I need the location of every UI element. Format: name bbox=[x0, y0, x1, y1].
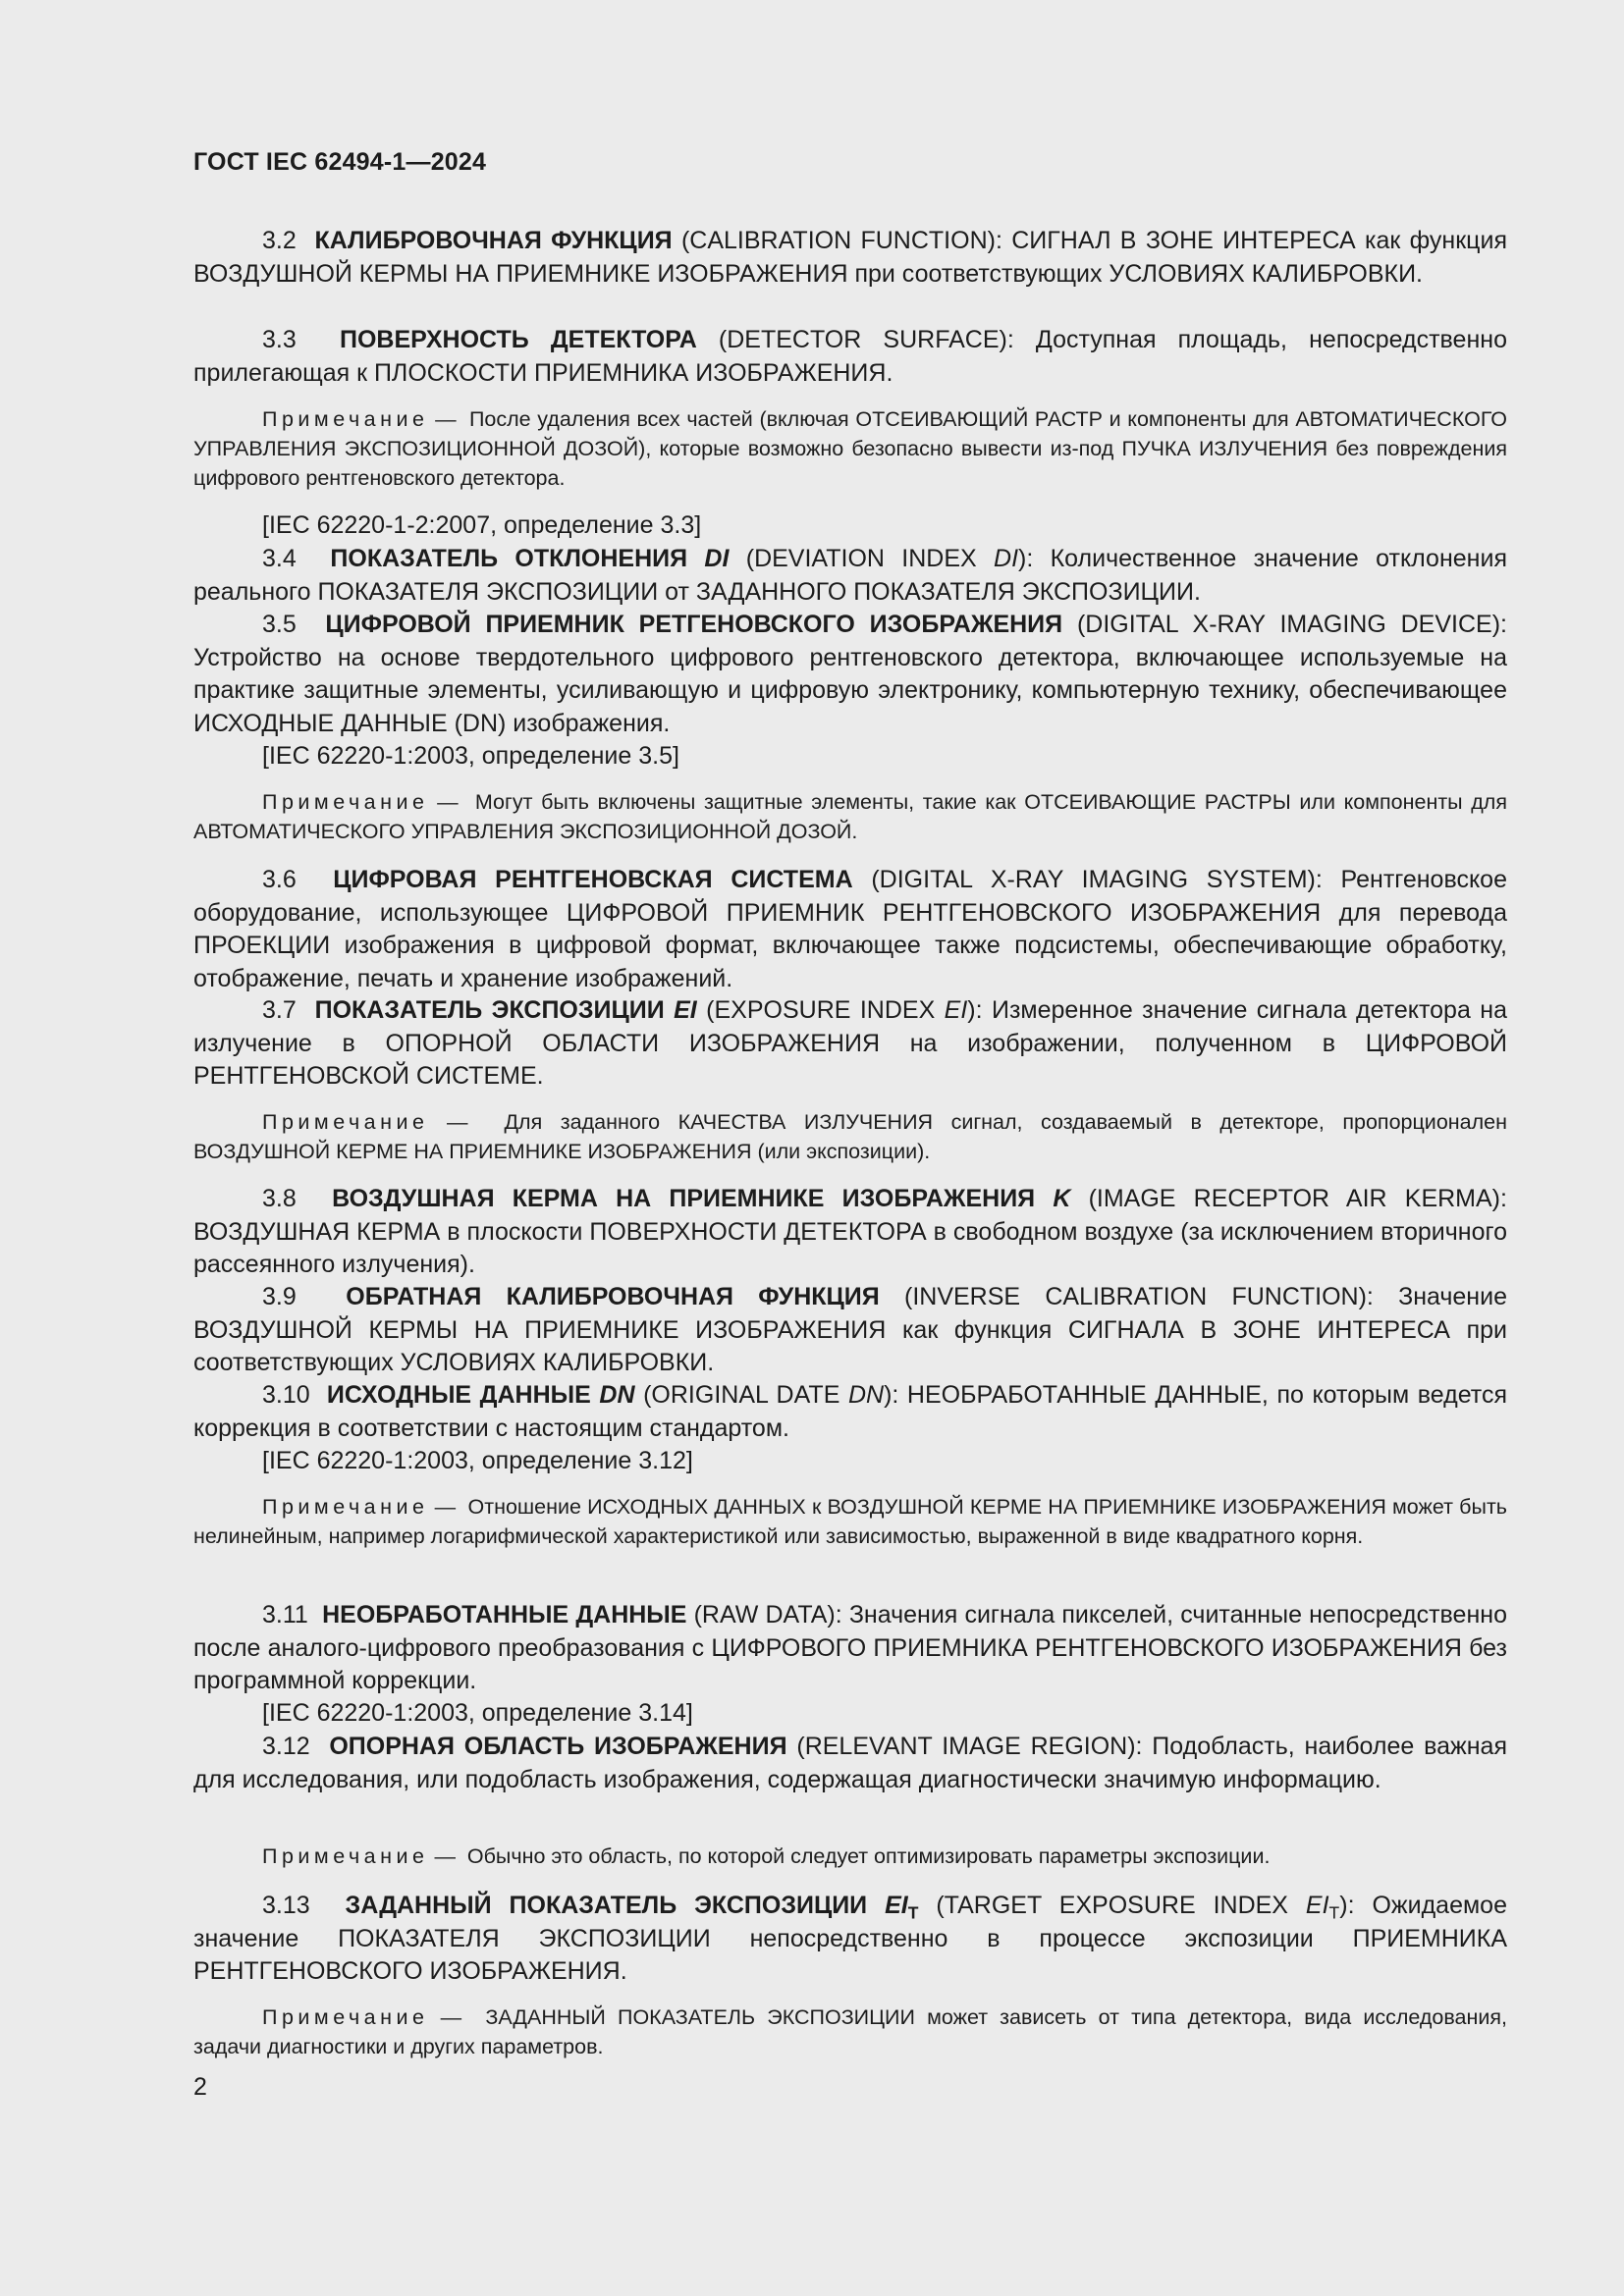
note-label: Примечание bbox=[262, 1495, 429, 1519]
definition-3-3: 3.3 ПОВЕРХНОСТЬ ДЕТЕКТОРА (DETECTOR SURFACE): Доступная площадь, непосредственно прилегающая к ПЛОСКОСТИ ПРИЕМНИКА ИЗОБРАЖЕНИЯ. bbox=[193, 326, 1507, 387]
term: ПОКАЗАТЕЛЬ ЭКСПОЗИЦИИ bbox=[314, 996, 665, 1024]
note-label: Примечание bbox=[262, 1844, 429, 1868]
reference-3-3: [IEC 62220-1-2:2007, определение 3.3] bbox=[262, 511, 702, 539]
term: ВОЗДУШНАЯ КЕРМА НА ПРИЕМНИКЕ ИЗОБРАЖЕНИЯ bbox=[332, 1185, 1036, 1212]
note-3-3: Примечание — После удаления всех частей (включая ОТСЕИВАЮЩИЙ РАСТР и компоненты для АВТОМАТИЧЕСКОГО УПРАВЛЕНИЯ ЭКСПОЗИЦИОННОЙ ДОЗОЙ), которые возможно безопасно вывести из-под ПУЧКА ИЗЛУЧЕНИЯ без повреждения цифрового рентгеновского детектора. bbox=[193, 407, 1507, 490]
note-3-10: Примечание — Отношение ИСХОДНЫХ ДАННЫХ к ВОЗДУШНОЙ КЕРМЕ НА ПРИЕМНИКЕ ИЗОБРАЖЕНИЯ может быть нелинейным, например логарифмической характеристикой или зависимостью, выраженной в виде квадратного корня. bbox=[193, 1495, 1507, 1548]
term: ОПОРНАЯ ОБЛАСТЬ ИЗОБРАЖЕНИЯ bbox=[329, 1733, 787, 1760]
reference-3-10: [IEC 62220-1:2003, определение 3.12] bbox=[262, 1447, 693, 1474]
term: НЕОБРАБОТАННЫЕ ДАННЫЕ bbox=[322, 1601, 687, 1629]
definition-3-6: 3.6 ЦИФРОВАЯ РЕНТГЕНОВСКАЯ СИСТЕМА (DIGITAL X-RAY IMAGING SYSTEM): Рентгеновское оборудование, использующее ЦИФРОВОЙ ПРИЕМНИК РЕНТГЕНОВСКОГО ИЗОБРАЖЕНИЯ для перевода ПРОЕКЦИИ изображения в цифровой формат, включающее также подсистемы, обеспечивающие обработку, отображение, печать и хранение изображений. bbox=[193, 866, 1507, 992]
term: ЗАДАННЫЙ ПОКАЗАТЕЛЬ ЭКСПОЗИЦИИ bbox=[345, 1892, 868, 1919]
reference-3-11: [IEC 62220-1:2003, определение 3.14] bbox=[262, 1699, 693, 1727]
definition-3-8: 3.8 ВОЗДУШНАЯ КЕРМА НА ПРИЕМНИКЕ ИЗОБРАЖЕНИЯ K (IMAGE RECEPTOR AIR KERMA): ВОЗДУШНАЯ КЕРМА в плоскости ПОВЕРХНОСТИ ДЕТЕКТОРА в свободном воздухе (за исключением вторичного рассеянного излучения). bbox=[193, 1185, 1507, 1278]
note-3-12: Примечание — Обычно это область, по которой следует оптимизировать параметры экспозиции. bbox=[262, 1844, 1271, 1868]
term: ЦИФРОВАЯ РЕНТГЕНОВСКАЯ СИСТЕМА bbox=[333, 866, 853, 893]
reference-3-5: [IEC 62220-1:2003, определение 3.5] bbox=[262, 742, 679, 770]
definition-3-10: 3.10 ИСХОДНЫЕ ДАННЫЕ DN (ORIGINAL DATE DN): НЕОБРАБОТАННЫЕ ДАННЫЕ, по которым ведется коррекция в соответствии с настоящим стандартом. bbox=[193, 1381, 1507, 1442]
term: ОБРАТНАЯ КАЛИБРОВОЧНАЯ ФУНКЦИЯ bbox=[346, 1283, 880, 1310]
definition-3-12: 3.12 ОПОРНАЯ ОБЛАСТЬ ИЗОБРАЖЕНИЯ (RELEVANT IMAGE REGION): Подобласть, наиболее важная для исследования, или подобласть изображения, содержащая диагностически значимую информацию. bbox=[193, 1733, 1507, 1793]
definition-3-7: 3.7 ПОКАЗАТЕЛЬ ЭКСПОЗИЦИИ EI (EXPOSURE INDEX EI): Измеренное значение сигнала детектора на излучение в ОПОРНОЙ ОБЛАСТИ ИЗОБРАЖЕНИЯ на изображении, полученном в ЦИФРОВОЙ РЕНТГЕНОВСКОЙ СИСТЕМЕ. bbox=[193, 996, 1507, 1090]
symbol: DI bbox=[704, 545, 730, 572]
note-label: Примечание bbox=[262, 790, 429, 814]
note-label: Примечание bbox=[262, 2005, 429, 2029]
symbol: EI bbox=[674, 996, 697, 1024]
definition-3-11: 3.11 НЕОБРАБОТАННЫЕ ДАННЫЕ (RAW DATA): Значения сигнала пикселей, считанные непосредственно после аналого-цифрового преобразования с ЦИФРОВОГО ПРИЕМНИКА РЕНТГЕНОВСКОГО ИЗОБРАЖЕНИЯ без программной коррекции. bbox=[193, 1601, 1507, 1694]
note-3-13: Примечание — ЗАДАННЫЙ ПОКАЗАТЕЛЬ ЭКСПОЗИЦИИ может зависеть от типа детектора, вида исследования, задачи диагностики и других параметров. bbox=[193, 2005, 1507, 2058]
definition-3-4: 3.4 ПОКАЗАТЕЛЬ ОТКЛОНЕНИЯ DI (DEVIATION INDEX DI): Количественное значение отклонения реального ПОКАЗАТЕЛЯ ЭКСПОЗИЦИИ от ЗАДАННОГО ПОКАЗАТЕЛЯ ЭКСПОЗИЦИИ. bbox=[193, 545, 1507, 606]
definition-3-9: 3.9 ОБРАТНАЯ КАЛИБРОВОЧНАЯ ФУНКЦИЯ (INVERSE CALIBRATION FUNCTION): Значение ВОЗДУШНОЙ КЕРМЫ НА ПРИЕМНИКЕ ИЗОБРАЖЕНИЯ как функция СИГНАЛА В ЗОНЕ ИНТЕРЕСА при соответствующих УСЛОВИЯХ КАЛИБРОВКИ. bbox=[193, 1283, 1507, 1376]
symbol: DN bbox=[599, 1381, 635, 1409]
term: ПОКАЗАТЕЛЬ ОТКЛОНЕНИЯ bbox=[330, 545, 688, 572]
note-3-7: Примечание — Для заданного КАЧЕСТВА ИЗЛУЧЕНИЯ сигнал, создаваемый в детекторе, пропорционален ВОЗДУШНОЙ КЕРМЕ НА ПРИЕМНИКЕ ИЗОБРАЖЕНИЯ (или экспозиции). bbox=[193, 1110, 1507, 1163]
term: ПОВЕРХНОСТЬ ДЕТЕКТОРА bbox=[340, 326, 697, 353]
note-3-5: Примечание — Могут быть включены защитные элементы, такие как ОТСЕИВАЮЩИЕ РАСТРЫ или компоненты для АВТОМАТИЧЕСКОГО УПРАВЛЕНИЯ ЭКСПОЗИЦИОННОЙ ДОЗОЙ. bbox=[193, 790, 1507, 843]
term: ЦИФРОВОЙ ПРИЕМНИК РЕТГЕНОВСКОГО ИЗОБРАЖЕНИЯ bbox=[325, 611, 1063, 638]
definition-3-13: 3.13 ЗАДАННЫЙ ПОКАЗАТЕЛЬ ЭКСПОЗИЦИИ $EI_T$ (TARGET EXPOSURE INDEX $EI_T$): Ожидаемое значение ПОКАЗАТЕЛЯ ЭКСПОЗИЦИИ непосредственно в процессе экспозиции ПРИЕМНИКА РЕНТГЕНОВСКОГО ИЗОБРАЖЕНИЯ. bbox=[193, 1892, 1507, 1985]
definition-3-2: 3.2 КАЛИБРОВОЧНАЯ ФУНКЦИЯ (CALIBRATION FUNCTION): СИГНАЛ В ЗОНЕ ИНТЕРЕСА как функция ВОЗДУШНОЙ КЕРМЫ НА ПРИЕМНИКЕ ИЗОБРАЖЕНИЯ при соответствующих УСЛОВИЯХ КАЛИБРОВКИ. bbox=[193, 227, 1507, 288]
term: ИСХОДНЫЕ ДАННЫЕ bbox=[326, 1381, 591, 1409]
document-header: ГОСТ IEC 62494-1—2024 bbox=[193, 148, 487, 176]
term: КАЛИБРОВОЧНАЯ ФУНКЦИЯ bbox=[314, 227, 673, 254]
page-number: 2 bbox=[193, 2073, 207, 2101]
symbol: EI bbox=[885, 1892, 908, 1919]
symbol: K bbox=[1053, 1185, 1071, 1212]
definition-3-5: 3.5 ЦИФРОВОЙ ПРИЕМНИК РЕТГЕНОВСКОГО ИЗОБРАЖЕНИЯ (DIGITAL X-RAY IMAGING DEVICE): Устройство на основе твердотельного цифрового рентгеновского детектора, включающее используемые на практике защитные элементы, усиливающую и цифровую электронику, компьютерную технику, обеспечивающее ИСХОДНЫЕ ДАННЫЕ (DN) изображения. bbox=[193, 611, 1507, 737]
note-label: Примечание bbox=[262, 407, 429, 431]
note-label: Примечание bbox=[262, 1110, 429, 1134]
